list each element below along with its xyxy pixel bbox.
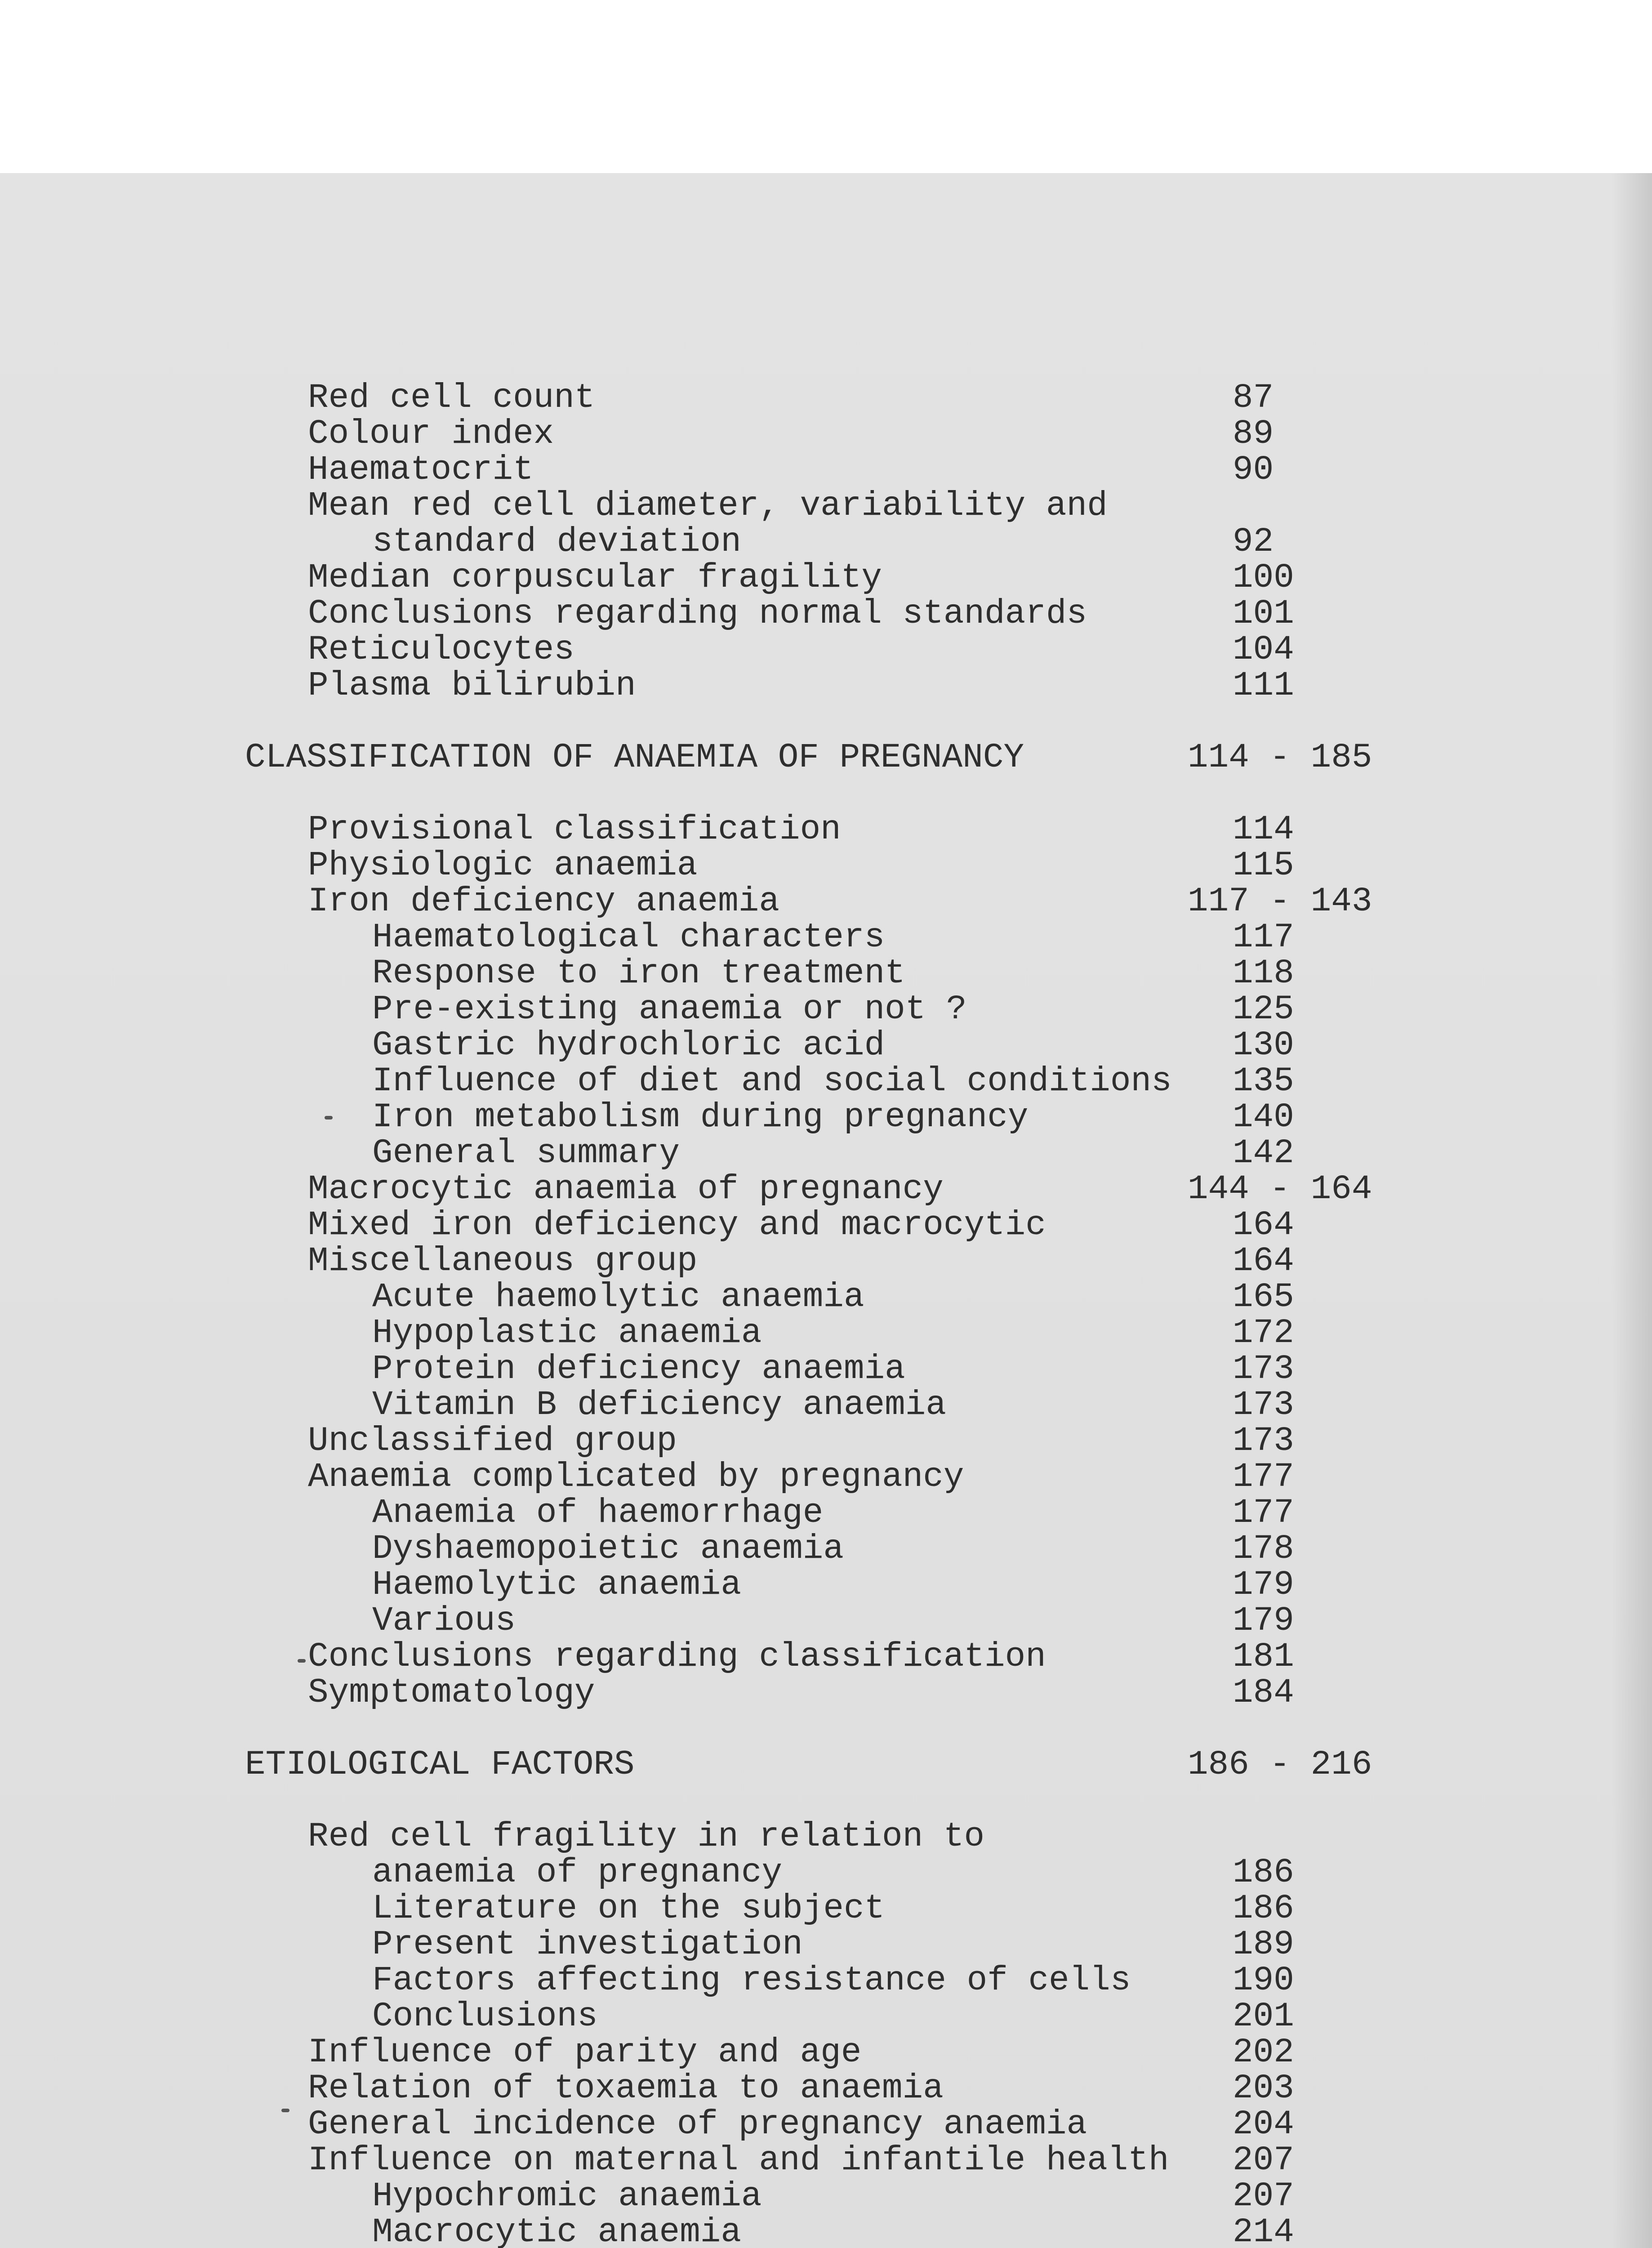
section-heading-range: 114 - 185 [1188,738,1372,777]
entry-label: Dyshaemopoietic anaemia [372,1530,844,1568]
toc-entry [308,594,1294,633]
toc-entry [372,2177,1294,2216]
section-heading-title: CLASSIFICATION OF ANAEMIA OF PREGNANCY [245,738,1024,777]
entry-page: 202 [1233,2033,1294,2072]
entry-page: 172 [1233,1314,1294,1352]
toc-entry [308,2033,1294,2072]
margin-tick-mark [325,1116,333,1120]
entry-label: Influence of parity and age [308,2033,862,2072]
toc-entry [308,2141,1294,2180]
entry-page: 181 [1233,1637,1294,1676]
entry-page: 186 [1233,1889,1294,1928]
toc-entry [372,990,1294,1029]
entry-page: 90 [1233,450,1274,489]
entry-page: 142 [1233,1134,1294,1173]
entry-label: Plasma bilirubin [308,666,636,705]
entry-page: 164 [1233,1242,1294,1280]
entry-label: Present investigation [372,1925,803,1964]
entry-label: Mean red cell diameter, variability and [308,486,1108,525]
toc-entry [308,415,1274,453]
toc-entry [372,2213,1294,2248]
entry-page: 140 [1233,1098,1294,1137]
toc-entry [372,918,1294,957]
entry-page: 179 [1233,1601,1294,1640]
entry-label: Colour index [308,415,554,453]
toc-entry [308,1637,1294,1676]
toc-entry [308,379,1274,417]
entry-page: 165 [1233,1278,1294,1316]
entry-label: Median corpuscular fragility [308,558,882,597]
entry-page: 201 [1233,1997,1294,2036]
toc-entry [372,1098,1294,1137]
entry-label: Macrocytic anaemia [372,2213,741,2248]
entry-page: 204 [1233,2105,1294,2144]
entry-label: Relation of toxaemia to anaemia [308,2069,944,2108]
entry-label: Iron deficiency anaemia [308,882,779,921]
entry-page: 186 [1233,1853,1294,1892]
toc-entry [372,1026,1294,1065]
toc-entry [372,1278,1294,1316]
entry-label: Haematocrit [308,450,534,489]
entry-label: Reticulocytes [308,630,574,669]
entry-page: 135 [1233,1062,1294,1101]
entry-label: Factors affecting resistance of cells [372,1961,1131,2000]
entry-label: General summary [372,1134,680,1173]
entry-label: Unclassified group [308,1422,677,1460]
entry-page: 190 [1233,1961,1294,2000]
entry-label: Red cell fragility in relation to [308,1817,985,1856]
toc-entry [308,1817,985,1856]
entry-page: 101 [1233,594,1294,633]
entry-page: 118 [1233,954,1294,993]
entry-page: 203 [1233,2069,1294,2108]
entry-page: 173 [1233,1386,1294,1424]
toc-entry [308,846,1294,885]
toc-entry [372,1997,1294,2036]
entry-page: 179 [1233,1566,1294,1604]
toc-entry [372,954,1294,993]
entry-label: Symptomatology [308,1673,595,1712]
entry-page: 178 [1233,1530,1294,1568]
entry-label: Haemolytic anaemia [372,1566,741,1604]
entry-label: Influence on maternal and infantile health [308,2141,1169,2180]
toc-entry [372,1530,1294,1568]
entry-label: Conclusions regarding normal standards [308,594,1087,633]
entry-page: 115 [1233,846,1294,885]
toc-entry [372,1566,1294,1604]
entry-label: Pre-existing anaemia or not ? [372,990,967,1029]
toc-entry [308,2069,1294,2108]
margin-tick-mark [281,2109,289,2112]
entry-label: Hypoplastic anaemia [372,1314,762,1352]
toc-entry [372,1062,1294,1101]
toc-entry [308,630,1294,669]
toc-entry [308,486,1108,525]
toc-entry [308,1206,1294,1244]
entry-label: Red cell count [308,379,595,417]
toc-entry [308,882,1372,921]
entry-label: Literature on the subject [372,1889,885,1928]
entry-page: 117 [1233,918,1294,957]
entry-label: Various [372,1601,516,1640]
toc-entry [372,1601,1294,1640]
entry-label: Acute haemolytic anaemia [372,1278,864,1316]
entry-label: Mixed iron deficiency and macrocytic [308,1206,1046,1244]
entry-page: 173 [1233,1350,1294,1388]
entry-label: Influence of diet and social conditions [372,1062,1172,1101]
toc-entry [308,1422,1294,1460]
entry-label: Macrocytic anaemia of pregnancy [308,1170,944,1209]
entry-label: Miscellaneous group [308,1242,698,1280]
entry-label: Response to iron treatment [372,954,905,993]
entry-label: Anaemia of haemorrhage [372,1494,824,1532]
toc-entry [372,1314,1294,1352]
toc-entry [372,1350,1294,1388]
toc-entry [308,810,1294,849]
entry-label: anaemia of pregnancy [372,1853,783,1892]
entry-label: Conclusions [372,1997,598,2036]
entry-page: 130 [1233,1026,1294,1065]
section-heading [245,738,1372,777]
section-heading-range: 186 - 216 [1188,1745,1372,1784]
entry-page: 214 [1233,2213,1294,2248]
entry-label: Hypochromic anaemia [372,2177,762,2216]
entry-page: 164 [1233,1206,1294,1244]
toc-entry [372,1494,1294,1532]
entry-page: 87 [1233,379,1274,417]
entry-page: 100 [1233,558,1294,597]
toc-entry [372,1853,1294,1892]
toc-entry [308,666,1294,705]
entry-page: 177 [1233,1494,1294,1532]
toc-entry [308,1170,1372,1209]
toc-entry [308,450,1274,489]
entry-page: 125 [1233,990,1294,1029]
section-heading-title: ETIOLOGICAL FACTORS [245,1745,635,1784]
toc-entry [372,522,1274,561]
entry-page: 207 [1233,2141,1294,2180]
entry-page: 184 [1233,1673,1294,1712]
entry-label: Conclusions regarding classification [308,1637,1046,1676]
entry-page-range: 117 - 143 [1188,882,1372,921]
entry-page: 89 [1233,415,1274,453]
toc-entry [372,1134,1294,1173]
toc-entry [308,558,1294,597]
entry-page: 111 [1233,666,1294,705]
toc-entry [308,2105,1294,2144]
toc-entry [308,1242,1294,1280]
entry-page: 189 [1233,1925,1294,1964]
toc-entry [308,1673,1294,1712]
section-heading [245,1745,1372,1784]
entry-page: 177 [1233,1458,1294,1496]
entry-label: Protein deficiency anaemia [372,1350,905,1388]
entry-page: 92 [1233,522,1274,561]
entry-label: Physiologic anaemia [308,846,698,885]
toc-entry [372,1889,1294,1928]
toc-entry [372,1925,1294,1964]
margin-tick-mark [298,1659,306,1663]
entry-label: General incidence of pregnancy anaemia [308,2105,1087,2144]
entry-page: 104 [1233,630,1294,669]
entry-label: Iron metabolism during pregnancy [372,1098,1029,1137]
entry-label: Provisional classification [308,810,841,849]
toc-entry [308,1458,1294,1496]
entry-label: standard deviation [372,522,741,561]
entry-label: Gastric hydrochloric acid [372,1026,885,1065]
toc-entry [372,1961,1294,2000]
page-edge-shadow [1612,173,1652,2248]
entry-page: 207 [1233,2177,1294,2216]
entry-label: Anaemia complicated by pregnancy [308,1458,964,1496]
entry-label: Haematological characters [372,918,885,957]
entry-page: 173 [1233,1422,1294,1460]
toc-entry [372,1386,1294,1424]
entry-label: Vitamin B deficiency anaemia [372,1386,947,1424]
entry-page-range: 144 - 164 [1188,1170,1372,1209]
entry-page: 114 [1233,810,1294,849]
